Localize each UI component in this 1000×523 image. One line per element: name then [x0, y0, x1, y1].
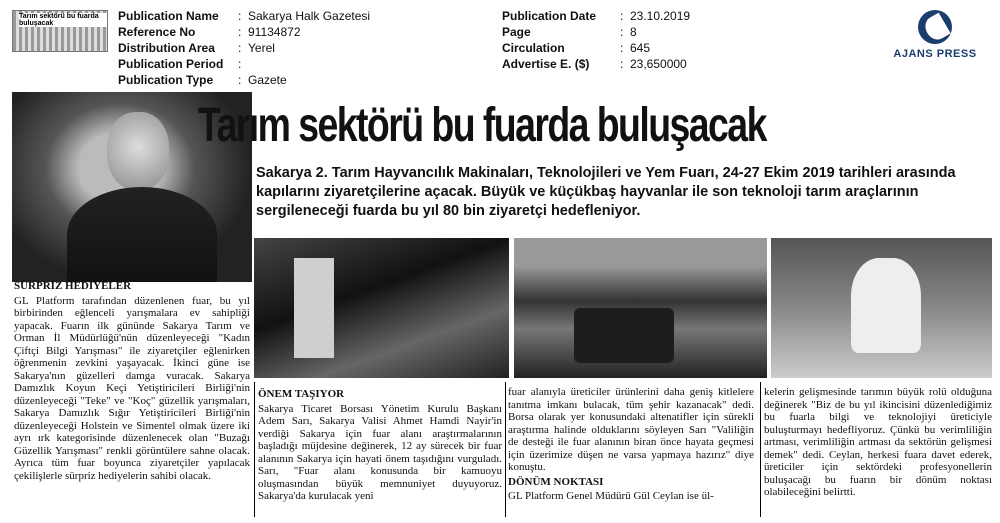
meta-value: 645 — [630, 41, 651, 55]
article-spot: Sakarya 2. Tarım Hayvancılık Makinaları, Teknolojileri ve Yem Fuarı, 24-27 Ekim 2019 tarihleri arasında kapılarını ziyaretçilerine açacak. Büyük ve küçükbaş hayvanlar ile son teknoloji tarım araçlarının sergileneceği fuarda bu yıl 80 bin ziyaretçi hedefleniyor. — [256, 165, 956, 219]
meta-value: Gazete — [248, 73, 287, 87]
meta-value: 91134872 — [248, 25, 301, 39]
meta-label: Publication Period — [118, 57, 224, 71]
logo-icon — [918, 10, 952, 44]
article-column-1 — [14, 280, 250, 484]
meta-label: Circulation — [502, 41, 565, 55]
ajans-press-logo — [880, 10, 990, 70]
meta-value: 23.10.2019 — [630, 9, 691, 23]
clipping-header — [0, 0, 1000, 90]
column-text: GL Platform tarafından düzenlenen fuar, bu yıl birbirinden eğlenceli yarışmalara ev sahipliği yapacak. Fuarın ilk gününde Sakarya Tarım ve Orman İl Müdürlüğü'nün düzenleyeceği "Kadın Çiftçi Bilgi Yarışması" ile ziyaretçiler eğlenirken öğrenmenin zevkini yaşayacak. İkinci güne ise Sakarya'nın güzelleri damga vuracak. Sakarya Damızlık Koyun Keçi Yetiştiricileri Birliği'nin düzenleyeceği "Teke" ve "Koç" güzellik yarışmaları, Sakarya Damızlık Sığır Yetiştiricileri Birliği'nin düzenleyeceği Holstein ve Simentel olmak üzere iki ayrı ırk kategorisinde düzenlenecek olan "Buzağı Güzellik Yarışması" renkli görüntülere sahne olacak. Ayrıca tüm fuar boyunca ziyaretçiler yapılacak çekilişlerle sürpriz hediyelerin sahibi olacak. — [14, 294, 250, 482]
meta-value: 23,650000 — [630, 57, 687, 71]
goat-photo — [771, 238, 992, 378]
thumbnail-title: Tarım sektörü bu fuarda buluşacak — [19, 13, 107, 27]
meta-label: Publication Date — [502, 9, 597, 23]
meta-label: Page — [502, 25, 531, 39]
article-headline: Tarım sektörü bu fuarda buluşacak — [198, 99, 766, 152]
subhead-surpriz: SÜRPRİZ HEDİYELER — [14, 280, 132, 292]
meta-label: Reference No — [118, 25, 196, 39]
meta-row: Advertise E. ($) : 23,650000 — [502, 57, 687, 71]
meta-row: Distribution Area : Yerel — [118, 41, 275, 55]
column-text: GL Platform Genel Müdürü Gül Ceylan ise ül- — [508, 490, 714, 502]
meta-label: Distribution Area — [118, 41, 215, 55]
meta-value: Sakarya Halk Gazetesi — [248, 9, 371, 23]
subhead-onem: ÖNEM TAŞIYOR — [258, 388, 345, 400]
meta-right — [502, 8, 690, 72]
page-thumbnail[interactable] — [12, 10, 108, 52]
column-text: kelerin gelişmesinde tarımın büyük rolü olduğuna değinerek "Biz de bu yıl ikincisini düzenlediğimiz bu fuarla bilgi ve teknolojiyi üreticiyle buluşturmayı hedefliyoruz. Çünkü bu verimliliğin artması, verimliliğin artması da sektörün gelişmesi demek" dedi. Ceylan, herkesi fuara davet ederek, üreticiler için sektördeki profesyonellerin buluşacağı bu fuarın bir dönüm noktası olabileceğini belirtti. — [764, 386, 992, 498]
tractor-shape — [574, 308, 674, 363]
meta-row: Circulation : 645 — [502, 41, 651, 55]
logo-text: AJANS PRESS — [893, 48, 977, 60]
column-divider — [760, 382, 761, 517]
article-column-2 — [258, 388, 502, 505]
column-divider — [254, 382, 255, 517]
article-column-3 — [508, 386, 754, 505]
meta-label: Publication Type — [118, 73, 214, 87]
meta-row: Publication Date : 23.10.2019 — [502, 9, 691, 23]
meta-row: Reference No : 91134872 — [118, 25, 301, 39]
portrait-head — [107, 112, 169, 190]
meta-left — [118, 8, 370, 88]
column-text: fuar alanıyla üreticiler ürünlerini daha geniş kitlelere tanıtma imkanı bulacak, tüm şehir kazanacak" dedi. Borsa olarak yer konusundaki altenatifler için sürekli araştırma halinde olduklarını söyleyen Sarı "Valiliğin de desteği ile fuar alanının biran önce hayata geçmesi için üzerimize düşen ne varsa yapmaya hazırız" diye konuştu. — [508, 386, 754, 473]
meta-value: 8 — [630, 25, 637, 39]
meta-row: Publication Type : Gazete — [118, 73, 287, 87]
meta-row: Publication Period : — [118, 57, 242, 71]
column-text: Sakarya Ticaret Borsası Yönetim Kurulu Başkanı Adem Sarı, Sakarya Valisi Ahmet Hamdi Nayir'in verdiği Sakarya için fuar alanı araştırmalarının başladığı müjdesine değinerek, 12 ay sürecek bir fuar alanının Sakarya için hayati önem taşıdığını vurguladı. Sarı, "Fuar alanı konusunda bir kamuoyu oluşmasından büyük memnuniyet duyuyoruz. Sakarya'da kurulacak yeni — [258, 402, 502, 502]
subhead-donum: DÖNÜM NOKTASI — [508, 475, 604, 488]
meta-label: Advertise E. ($) — [502, 57, 590, 71]
meta-label: Publication Name — [118, 9, 219, 23]
fair-booth-photo — [254, 238, 509, 378]
goat-shape — [851, 258, 921, 353]
column-divider — [505, 382, 506, 517]
article-column-4 — [764, 386, 992, 501]
meta-row: Publication Name : Sakarya Halk Gazetesi — [118, 9, 371, 23]
meta-value: Yerel — [248, 41, 275, 55]
booth-shape — [294, 258, 334, 358]
tractor-photo — [514, 238, 767, 378]
portrait-body — [67, 187, 217, 282]
meta-row: Page : 8 — [502, 25, 637, 39]
newspaper-clipping — [12, 92, 992, 520]
